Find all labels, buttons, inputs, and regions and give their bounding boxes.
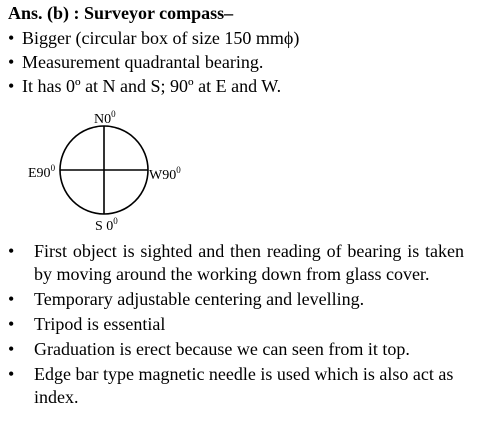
bullet: • xyxy=(8,241,15,261)
detail-item xyxy=(8,313,464,336)
answer-prefix: Ans. (b) : xyxy=(8,3,85,23)
bullet: • xyxy=(8,314,15,334)
detail-item xyxy=(8,338,464,361)
detail-text: Edge bar type magnetic needle is used which is also act as index. xyxy=(34,364,454,407)
bullet: • xyxy=(8,289,15,309)
bullet: • xyxy=(8,364,15,384)
feature-text: It has 0º at N and S; 90º at E and W. xyxy=(22,76,282,96)
bullet: • xyxy=(8,28,15,48)
bullet: • xyxy=(8,339,15,359)
east-label: $E90^0$ xyxy=(28,163,56,181)
detail-text: Temporary adjustable centering and levelling. xyxy=(34,289,365,309)
detail-list xyxy=(8,240,464,409)
feature-text: Measurement quadrantal bearing. xyxy=(22,52,264,72)
north-label: $N0^0$ xyxy=(94,109,116,127)
detail-text: Graduation is erect because we can seen from it top. xyxy=(34,339,410,359)
bullet: • xyxy=(8,52,15,72)
detail-item xyxy=(8,240,464,286)
south-label: S $0^0$ xyxy=(95,216,118,234)
answer-title: Surveyor compass– xyxy=(84,3,234,23)
bullet: • xyxy=(8,76,15,96)
detail-text: Tripod is essential xyxy=(34,314,166,334)
detail-item xyxy=(8,363,464,409)
detail-item xyxy=(8,288,464,311)
detail-text: First object is sighted and then reading of bearing is taken by moving around the working down from glass cover. xyxy=(34,241,464,284)
west-label: $W90^0$ xyxy=(149,165,181,183)
feature-text: Bigger (circular box of size 150 mmϕ) xyxy=(22,28,300,48)
